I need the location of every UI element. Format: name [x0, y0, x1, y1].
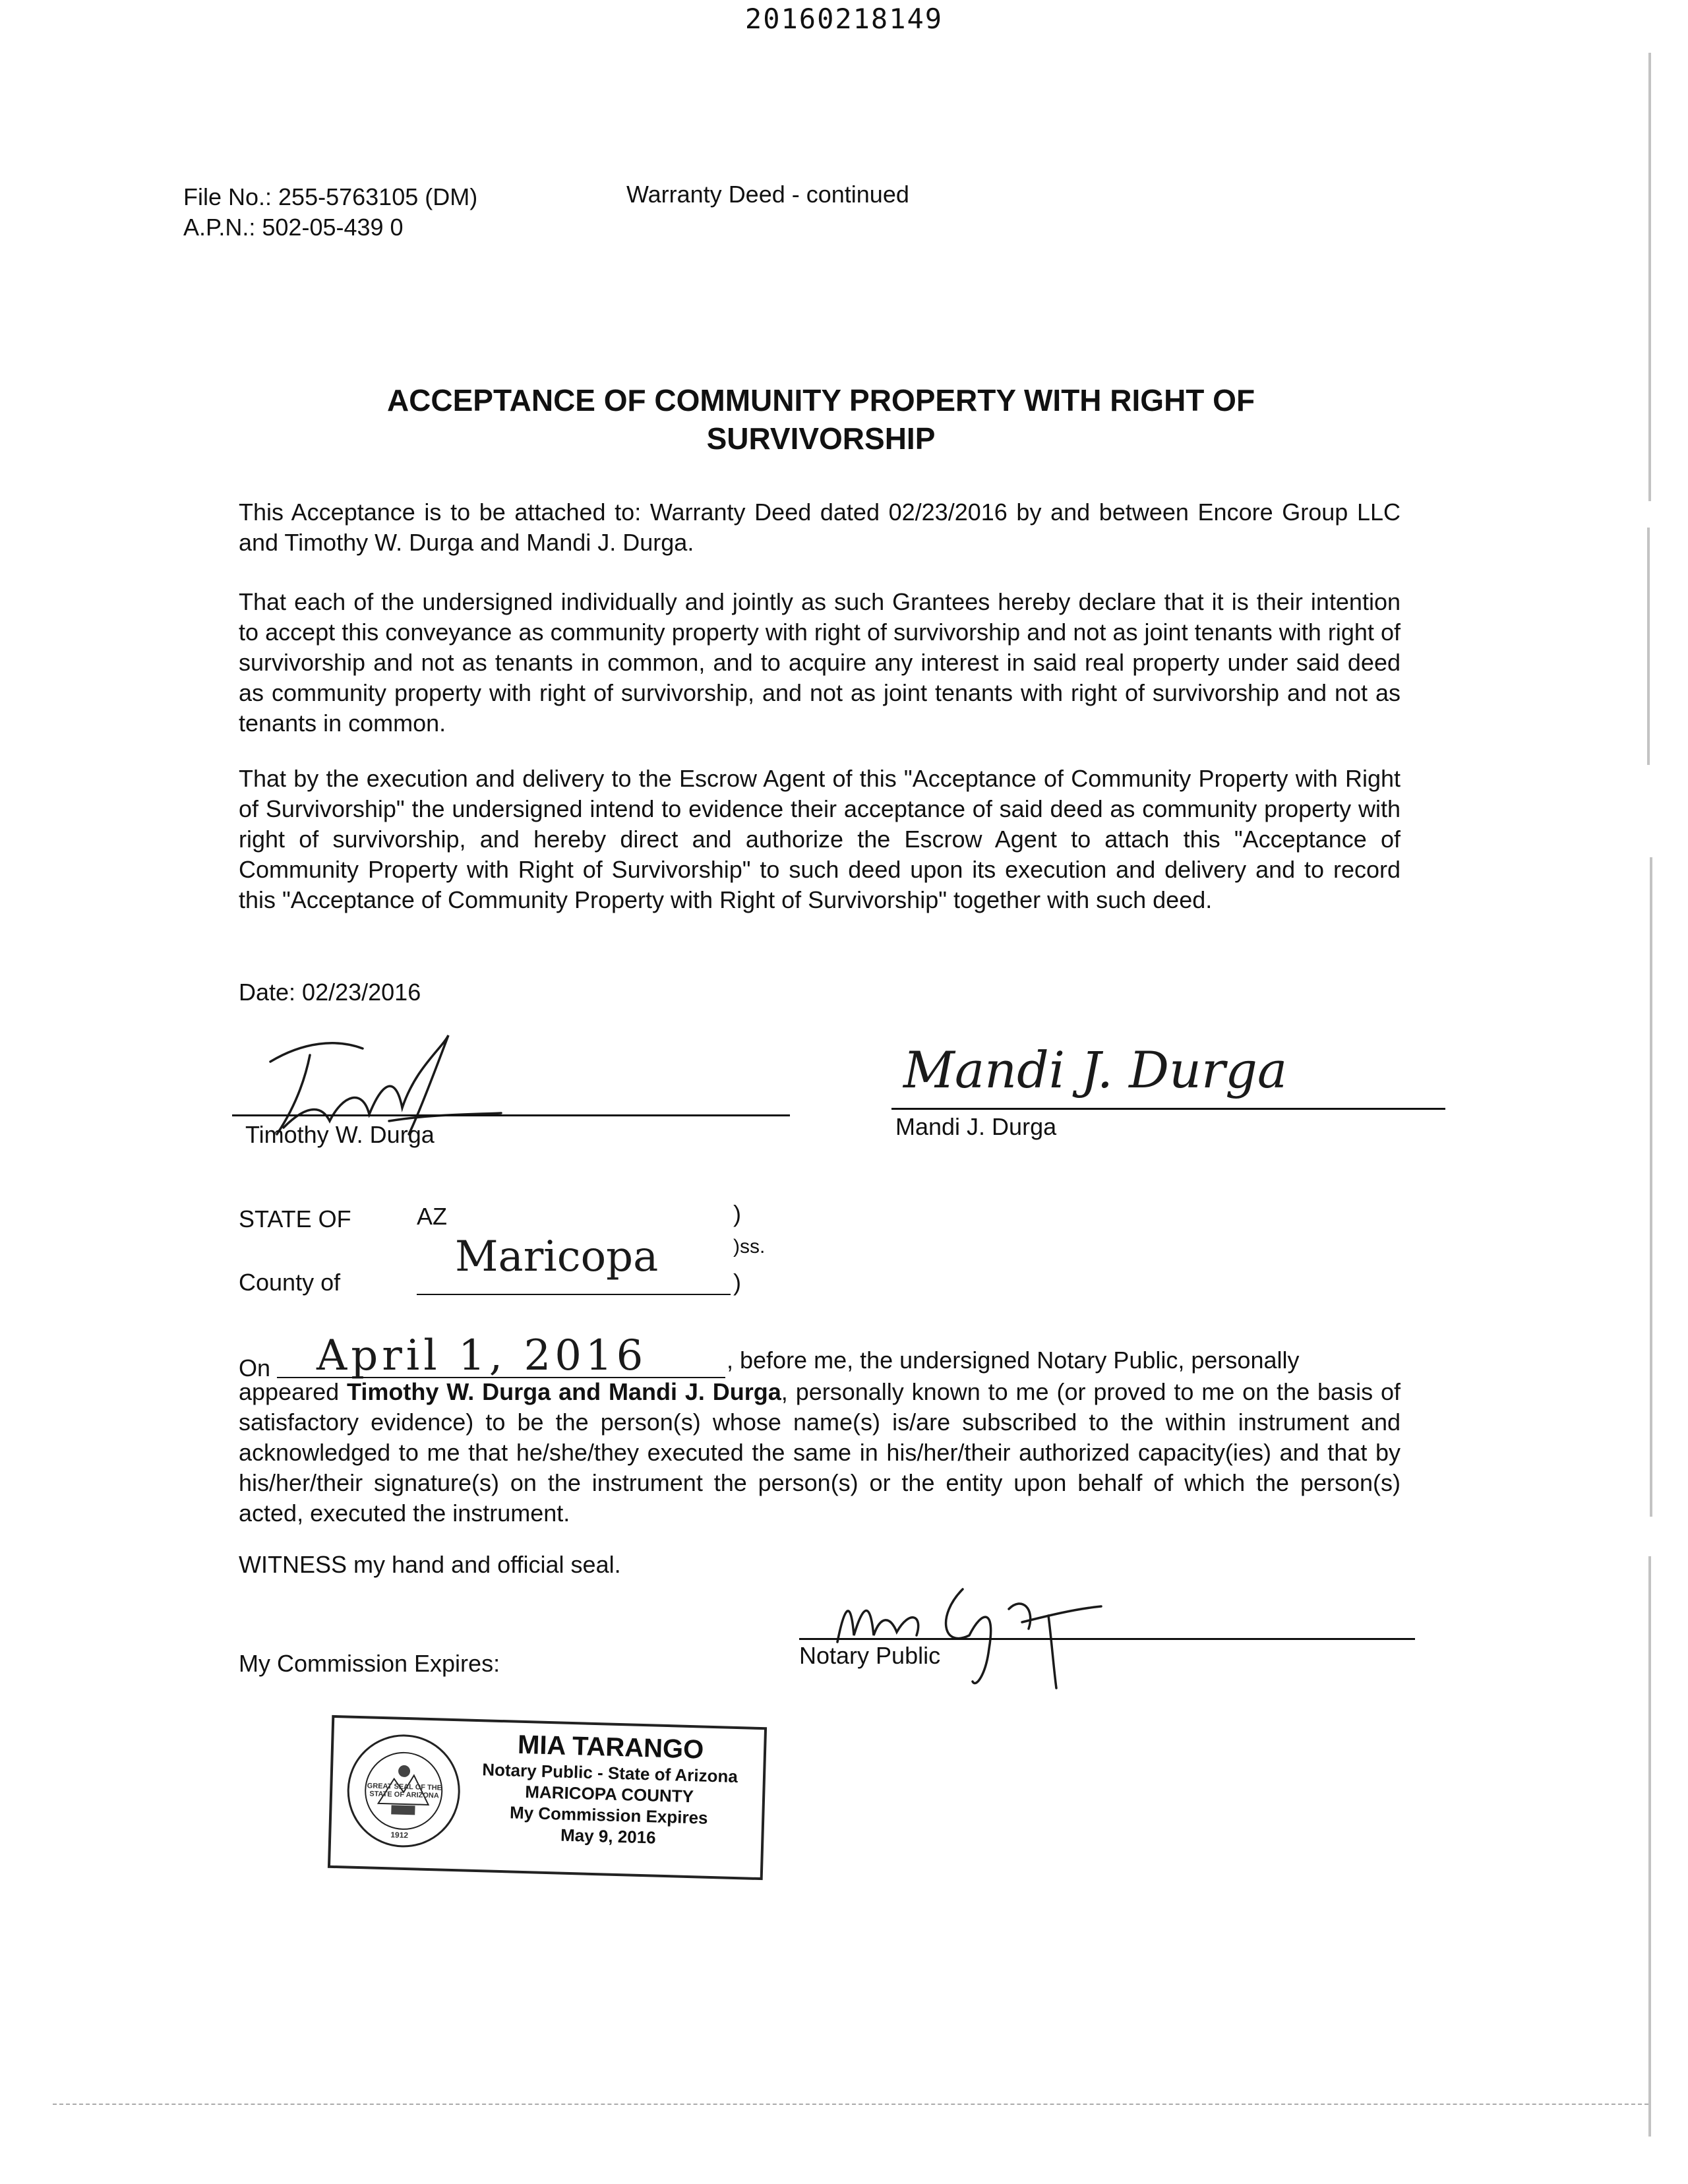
acknowledgment-text-2: , personally known to me (or proved to me on the basis of satisfactory evidence) to be the person(s) whose name(s) is/are subscribed to the within instrument and acknowledged to me that he/she/they executed the same in his/her/their authorized capacity(ies) and that by his/her/their signature(s) on the instrument the person(s) or the entity upon behalf of which the person(s) acted, executed the instrument. [239, 1378, 1401, 1527]
title-line-1: ACCEPTANCE OF COMMUNITY PROPERTY WITH RIGHT OF [386, 383, 1255, 417]
scan-edge-artifact [1648, 53, 1651, 501]
venue-paren-bottom: ) [733, 1269, 741, 1296]
paragraph-declaration: That each of the undersigned individually and jointly as such Grantees hereby declare that it is their intention to accept this conveyance as community property with right of survivorship and not as joint tenants with right of survivorship and not as tenants in common, and to acquire any interest in said real property under said deed as community property with right of survivorship, and not as joint tenants with right of survivorship and not as tenants in common. [239, 588, 1401, 737]
notary-stamp [328, 1715, 767, 1880]
scan-bottom-line [53, 2104, 1648, 2105]
signature-mandi: Mandi J. Durga [903, 1041, 1288, 1099]
stamp-line-4: May 9, 2016 [560, 1825, 657, 1848]
seal-ring-text: GREAT SEAL OF THE STATE OF ARIZONA [367, 1782, 442, 1800]
paragraph-attachment: This Acceptance is to be attached to: Warranty Deed dated 02/23/2016 by and between Encore Group LLC and Timothy W. Durga and Mandi J. Durga. [239, 499, 1401, 556]
signer-name-mandi: Mandi J. Durga [895, 1113, 1057, 1140]
paragraph-execution: That by the execution and delivery to the Escrow Agent of this "Acceptance of Community Property with Right of Survivorship" the undersigned intend to evidence their acceptance of said deed as community property with right of survivorship, and hereby direct and authorize the Escrow Agent to attach this "Acceptance of Community Property with Right of Survivorship" to such deed upon its execution and delivery and to record this "Acceptance of Community Property with Right of Survivorship" together with such deed. [239, 765, 1401, 913]
stamp-line-3: My Commission Expires [509, 1802, 708, 1828]
county-label: County of [239, 1269, 341, 1296]
state-label: STATE OF [239, 1205, 351, 1232]
file-number: File No.: 255-5763105 (DM) [183, 183, 478, 210]
document-continued-label: Warranty Deed - continued [626, 181, 909, 208]
notary-public-label: Notary Public [799, 1642, 941, 1669]
appeared-names: Timothy W. Durga and Mandi J. Durga [347, 1378, 781, 1405]
page-title [237, 381, 1404, 458]
acknowledgment-paragraph [239, 1377, 1401, 1529]
county-line [417, 1294, 731, 1295]
witness-line: WITNESS my hand and official seal. [239, 1551, 621, 1578]
stamp-line-1: Notary Public - State of Arizona [481, 1759, 738, 1787]
venue-paren-top: ) [733, 1200, 741, 1227]
commission-expires-label: My Commission Expires: [239, 1650, 500, 1677]
stamp-notary-name: MIA TARANGO [517, 1730, 704, 1765]
signer-name-timothy: Timothy W. Durga [245, 1121, 435, 1148]
date-line: Date: 02/23/2016 [239, 979, 421, 1006]
acknowledgment-text-1: , before me, the undersigned Notary Public, personally [727, 1347, 1300, 1374]
acknowledgment-date-handwritten: April 1, 2016 [316, 1331, 648, 1380]
apn-number: A.P.N.: 502-05-439 0 [183, 214, 404, 241]
seal-year: 1912 [390, 1830, 409, 1840]
scan-edge-artifact [1650, 857, 1652, 1517]
notary-signature [824, 1569, 1193, 1695]
signature-line-timothy [232, 1114, 790, 1116]
appeared-label: appeared [239, 1378, 340, 1405]
scan-edge-artifact [1648, 1556, 1651, 2137]
state-value: AZ [417, 1203, 448, 1230]
on-label: On [239, 1354, 271, 1381]
scan-edge-artifact [1647, 528, 1650, 765]
county-handwritten: Maricopa [455, 1232, 659, 1281]
title-line-2: SURVIVORSHIP [706, 421, 936, 456]
stamp-line-2: MARICOPA COUNTY [524, 1782, 694, 1807]
venue-ss: )ss. [733, 1236, 766, 1258]
recording-number: 20160218149 [744, 3, 944, 35]
notary-signature-line [799, 1638, 1415, 1640]
signature-line-mandi [891, 1108, 1445, 1110]
stamp-text-block [463, 1728, 756, 1851]
